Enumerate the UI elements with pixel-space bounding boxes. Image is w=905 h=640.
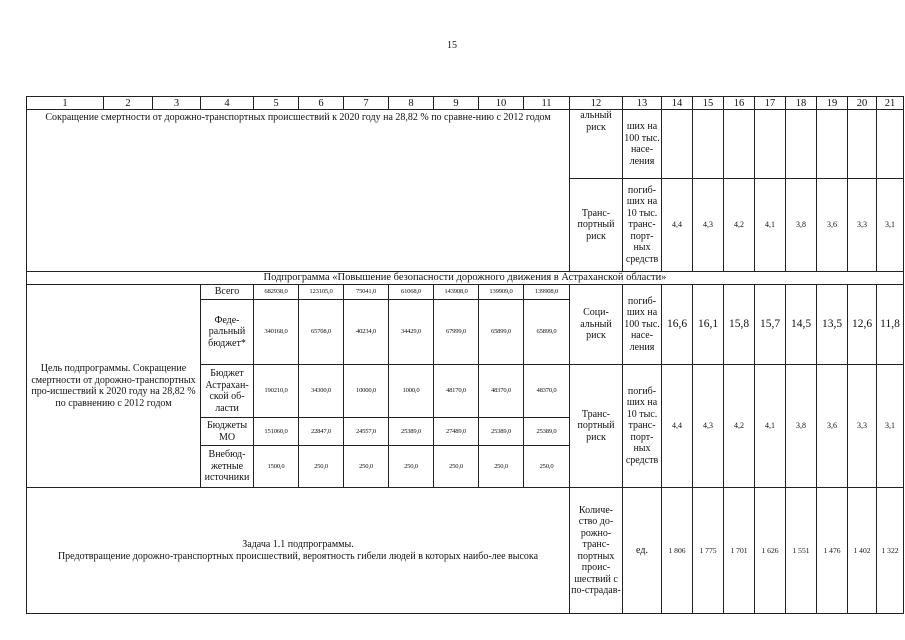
column-number: 19 bbox=[817, 97, 848, 110]
funding-value: 34429,0 bbox=[389, 300, 434, 365]
funding-value: 25389,0 bbox=[479, 418, 524, 446]
value-cell: 3,1 bbox=[877, 179, 904, 272]
value-cell: 1 775 bbox=[693, 488, 724, 614]
column-number: 1 bbox=[27, 97, 104, 110]
funding-value: 65899,0 bbox=[524, 300, 570, 365]
funding-value: 1000,0 bbox=[389, 365, 434, 418]
value-cell: 3,8 bbox=[786, 365, 817, 488]
value-cell bbox=[693, 110, 724, 179]
column-number: 13 bbox=[623, 97, 662, 110]
indicator-unit: погиб-ших на 10 тыс. транс-порт-ных средств bbox=[623, 179, 662, 272]
funding-value: 143908,0 bbox=[434, 285, 479, 300]
value-cell: 15,8 bbox=[724, 285, 755, 365]
column-number: 7 bbox=[344, 97, 389, 110]
funding-value: 682938,0 bbox=[254, 285, 299, 300]
value-cell: 4,3 bbox=[693, 179, 724, 272]
indicator-unit: ед. bbox=[623, 488, 662, 614]
program-table bbox=[26, 96, 904, 614]
indicator-unit: погиб-ших на 10 тыс. транс-порт-ных средств bbox=[623, 365, 662, 488]
value-cell: 1 402 bbox=[848, 488, 877, 614]
value-cell: 1 701 bbox=[724, 488, 755, 614]
value-cell: 4,1 bbox=[755, 179, 786, 272]
indicator-name: Количе-ство до-рожно-транс-портных проис-шествий с по-страдав- bbox=[570, 488, 623, 614]
funding-source: Внебюд-жетные источники bbox=[201, 446, 254, 488]
funding-value: 10000,0 bbox=[344, 365, 389, 418]
value-cell: 1 626 bbox=[755, 488, 786, 614]
funding-value: 250,0 bbox=[524, 446, 570, 488]
value-cell: 3,6 bbox=[817, 179, 848, 272]
funding-value: 27489,0 bbox=[434, 418, 479, 446]
funding-value: 25389,0 bbox=[389, 418, 434, 446]
value-cell: 3,3 bbox=[848, 179, 877, 272]
funding-value: 250,0 bbox=[479, 446, 524, 488]
value-cell: 3,8 bbox=[786, 179, 817, 272]
value-cell: 4,2 bbox=[724, 365, 755, 488]
value-cell: 16,6 bbox=[662, 285, 693, 365]
column-number: 5 bbox=[254, 97, 299, 110]
funding-value: 151060,0 bbox=[254, 418, 299, 446]
column-number: 10 bbox=[479, 97, 524, 110]
funding-value: 25389,0 bbox=[524, 418, 570, 446]
indicator-unit: погиб-ших на 100 тыс. насе-ления bbox=[623, 285, 662, 365]
funding-value: 61068,0 bbox=[389, 285, 434, 300]
value-cell bbox=[877, 110, 904, 179]
column-number: 16 bbox=[724, 97, 755, 110]
value-cell bbox=[817, 110, 848, 179]
funding-value: 190210,0 bbox=[254, 365, 299, 418]
column-number: 17 bbox=[755, 97, 786, 110]
funding-value: 48370,0 bbox=[524, 365, 570, 418]
value-cell bbox=[786, 110, 817, 179]
funding-value: 1500,0 bbox=[254, 446, 299, 488]
column-number: 15 bbox=[693, 97, 724, 110]
column-number: 12 bbox=[570, 97, 623, 110]
value-cell: 3,1 bbox=[877, 365, 904, 488]
column-number: 4 bbox=[201, 97, 254, 110]
column-number: 3 bbox=[153, 97, 201, 110]
value-cell: 1 322 bbox=[877, 488, 904, 614]
column-number: 18 bbox=[786, 97, 817, 110]
task-description bbox=[27, 488, 570, 614]
column-number: 2 bbox=[104, 97, 153, 110]
funding-value: 123105,0 bbox=[299, 285, 344, 300]
funding-source: Бюджеты МО bbox=[201, 418, 254, 446]
goal-text: Сокращение смертности от дорожно-транспортных происшествий к 2020 году на 28,82 % по сравне-нию с 2012 годом bbox=[27, 110, 570, 272]
funding-value: 24557,0 bbox=[344, 418, 389, 446]
indicator-name: альный риск bbox=[570, 110, 623, 179]
task-title: Задача 1.1 подпрограммы. bbox=[242, 539, 354, 550]
funding-value: 75041,0 bbox=[344, 285, 389, 300]
value-cell: 15,7 bbox=[755, 285, 786, 365]
funding-value: 48370,0 bbox=[479, 365, 524, 418]
subprogram-title-row bbox=[27, 272, 904, 285]
funding-value: 139908,0 bbox=[524, 285, 570, 300]
funding-source: Всего bbox=[201, 285, 254, 300]
value-cell: 1 476 bbox=[817, 488, 848, 614]
funding-value: 67999,0 bbox=[434, 300, 479, 365]
funding-value: 22847,0 bbox=[299, 418, 344, 446]
value-cell: 4,4 bbox=[662, 179, 693, 272]
value-cell bbox=[848, 110, 877, 179]
column-number: 21 bbox=[877, 97, 904, 110]
funding-source: Бюджет Астрахан-ской об-ласти bbox=[201, 365, 254, 418]
value-cell: 4,3 bbox=[693, 365, 724, 488]
funding-value: 250,0 bbox=[389, 446, 434, 488]
page-number: 15 bbox=[447, 40, 457, 51]
indicator-name: Транс-портный риск bbox=[570, 179, 623, 272]
subprogram-title: Подпрограмма «Повышение безопасности дорожного движения в Астраханской области» bbox=[27, 272, 904, 285]
indicator-name: Транс-портный риск bbox=[570, 365, 623, 488]
column-number: 8 bbox=[389, 97, 434, 110]
funding-value: 40234,0 bbox=[344, 300, 389, 365]
subprogram-goal: Цель подпрограммы. Сокращение смертности от дорожно-транспортных про-исшествий к 2020 году на 28,82 % по сравнению с 2012 годом bbox=[27, 285, 201, 488]
value-cell: 11,8 bbox=[877, 285, 904, 365]
value-cell: 3,6 bbox=[817, 365, 848, 488]
value-cell bbox=[724, 110, 755, 179]
value-cell bbox=[662, 110, 693, 179]
funding-value: 340168,0 bbox=[254, 300, 299, 365]
table-row bbox=[27, 110, 904, 179]
task-row bbox=[27, 488, 904, 614]
funding-row bbox=[27, 285, 904, 300]
funding-value: 65708,0 bbox=[299, 300, 344, 365]
indicator-name: Соци-альный риск bbox=[570, 285, 623, 365]
column-number: 11 bbox=[524, 97, 570, 110]
value-cell: 16,1 bbox=[693, 285, 724, 365]
funding-value: 139909,0 bbox=[479, 285, 524, 300]
funding-value: 250,0 bbox=[344, 446, 389, 488]
value-cell: 13,5 bbox=[817, 285, 848, 365]
value-cell: 1 806 bbox=[662, 488, 693, 614]
column-number: 9 bbox=[434, 97, 479, 110]
column-numbers-row bbox=[27, 97, 904, 110]
value-cell: 14,5 bbox=[786, 285, 817, 365]
funding-value: 65899,0 bbox=[479, 300, 524, 365]
value-cell: 4,2 bbox=[724, 179, 755, 272]
funding-source: Феде-ральный бюджет* bbox=[201, 300, 254, 365]
funding-value: 250,0 bbox=[434, 446, 479, 488]
value-cell: 12,6 bbox=[848, 285, 877, 365]
column-number: 20 bbox=[848, 97, 877, 110]
value-cell: 1 551 bbox=[786, 488, 817, 614]
task-text: Предотвращение дорожно-транспортных происшествий, вероятность гибели людей в которых наибо-лее высока bbox=[57, 550, 539, 562]
funding-value: 48170,0 bbox=[434, 365, 479, 418]
funding-value: 250,0 bbox=[299, 446, 344, 488]
value-cell bbox=[755, 110, 786, 179]
indicator-unit: ших на 100 тыс. насе-ления bbox=[623, 110, 662, 179]
value-cell: 4,1 bbox=[755, 365, 786, 488]
column-number: 14 bbox=[662, 97, 693, 110]
funding-value: 34300,0 bbox=[299, 365, 344, 418]
value-cell: 4,4 bbox=[662, 365, 693, 488]
value-cell: 3,3 bbox=[848, 365, 877, 488]
column-number: 6 bbox=[299, 97, 344, 110]
